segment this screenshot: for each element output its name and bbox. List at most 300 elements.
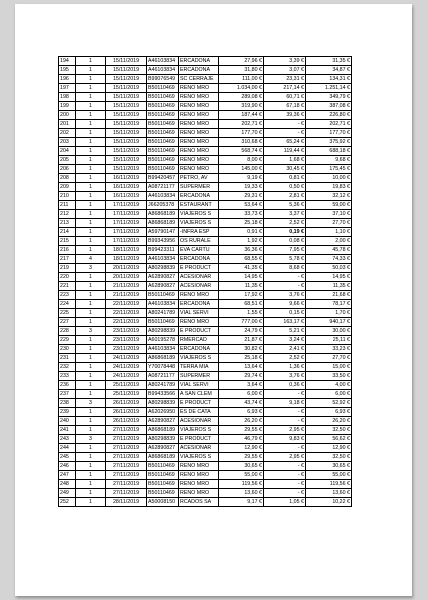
cell-date: 27/11/2019 bbox=[106, 453, 147, 462]
cell-qty: 1 bbox=[76, 129, 106, 138]
cell-date: 20/11/2019 bbox=[106, 264, 147, 273]
cell-num: 239 bbox=[59, 408, 76, 417]
cell-qty: 1 bbox=[76, 372, 106, 381]
cell-date: 15/11/2019 bbox=[106, 111, 147, 120]
cell-qty: 1 bbox=[76, 138, 106, 147]
cell-total: 4,00 € bbox=[306, 381, 352, 390]
cell-total: 375,92 € bbox=[306, 138, 352, 147]
cell-vat: 9,83 € bbox=[264, 435, 306, 444]
cell-name: RENO MRO bbox=[179, 111, 219, 120]
cell-total: 10,00 € bbox=[306, 174, 352, 183]
cell-date: 24/11/2019 bbox=[106, 363, 147, 372]
cell-nif: B99423311 bbox=[147, 246, 179, 255]
cell-vat: 217,14 € bbox=[264, 84, 306, 93]
table-row bbox=[59, 489, 352, 498]
cell-total: 13,60 € bbox=[306, 489, 352, 498]
cell-num: 206 bbox=[59, 165, 76, 174]
cell-total: 55,00 € bbox=[306, 471, 352, 480]
cell-base: 19,33 € bbox=[219, 183, 264, 192]
cell-base: 145,00 € bbox=[219, 165, 264, 174]
cell-vat: 8,68 € bbox=[264, 264, 306, 273]
cell-nif: A86868189 bbox=[147, 354, 179, 363]
cell-num: 195 bbox=[59, 66, 76, 75]
cell-date: 15/11/2019 bbox=[106, 147, 147, 156]
cell-date: 24/11/2019 bbox=[106, 354, 147, 363]
cell-base: 33,73 € bbox=[219, 210, 264, 219]
cell-qty: 1 bbox=[76, 282, 106, 291]
cell-name: RENO MRO bbox=[179, 471, 219, 480]
cell-date: 24/11/2019 bbox=[106, 372, 147, 381]
cell-qty: 1 bbox=[76, 444, 106, 453]
cell-base: 26,20 € bbox=[219, 417, 264, 426]
cell-base: 777,00 € bbox=[219, 318, 264, 327]
cell-qty: 3 bbox=[76, 399, 106, 408]
cell-date: 17/11/2019 bbox=[106, 228, 147, 237]
cell-vat: 5,21 € bbox=[264, 327, 306, 336]
cell-qty: 1 bbox=[76, 498, 106, 507]
cell-name: RENO MRO bbox=[179, 480, 219, 489]
cell-date: 27/11/2019 bbox=[106, 480, 147, 489]
cell-total: 15,00 € bbox=[306, 363, 352, 372]
cell-num: 199 bbox=[59, 102, 76, 111]
cell-num: 223 bbox=[59, 291, 76, 300]
cell-name: VIAL SERVI bbox=[179, 381, 219, 390]
cell-base: 17,92 € bbox=[219, 291, 264, 300]
table-row bbox=[59, 219, 352, 228]
cell-name: RMERCAD bbox=[179, 336, 219, 345]
cell-total: 1.251,14 € bbox=[306, 84, 352, 93]
cell-num: 249 bbox=[59, 489, 76, 498]
table-row bbox=[59, 147, 352, 156]
cell-date: 15/11/2019 bbox=[106, 66, 147, 75]
cell-vat: 3,39 € bbox=[264, 57, 306, 66]
cell-num: 208 bbox=[59, 174, 76, 183]
cell-base: 8,00 € bbox=[219, 156, 264, 165]
cell-name: RCADOS SA bbox=[179, 498, 219, 507]
cell-total: 59,00 € bbox=[306, 201, 352, 210]
cell-num: 228 bbox=[59, 327, 76, 336]
table-row bbox=[59, 435, 352, 444]
table-row bbox=[59, 327, 352, 336]
cell-date: 27/11/2019 bbox=[106, 426, 147, 435]
table-row bbox=[59, 66, 352, 75]
cell-total: 32,50 € bbox=[306, 426, 352, 435]
cell-date: 25/11/2019 bbox=[106, 381, 147, 390]
table-row bbox=[59, 345, 352, 354]
cell-date: 15/11/2019 bbox=[106, 102, 147, 111]
table-row bbox=[59, 300, 352, 309]
cell-date: 18/11/2019 bbox=[106, 255, 147, 264]
cell-total: 940,17 € bbox=[306, 318, 352, 327]
table-row bbox=[59, 462, 352, 471]
table-row bbox=[59, 291, 352, 300]
table-row bbox=[59, 165, 352, 174]
table-row bbox=[59, 336, 352, 345]
cell-qty: 3 bbox=[76, 435, 106, 444]
cell-vat: 0,08 € bbox=[264, 237, 306, 246]
cell-vat: 0,50 € bbox=[264, 183, 306, 192]
cell-name: E PRODUCT bbox=[179, 264, 219, 273]
cell-nif: A80298839 bbox=[147, 399, 179, 408]
cell-date: 21/11/2019 bbox=[106, 282, 147, 291]
cell-num: 240 bbox=[59, 417, 76, 426]
cell-qty: 1 bbox=[76, 237, 106, 246]
cell-vat: 39,36 € bbox=[264, 111, 306, 120]
cell-name: ERCADONA bbox=[179, 255, 219, 264]
cell-num: 215 bbox=[59, 237, 76, 246]
cell-base: 29,74 € bbox=[219, 372, 264, 381]
cell-base: 43,74 € bbox=[219, 399, 264, 408]
cell-total: 14,95 € bbox=[306, 273, 352, 282]
cell-nif: A62890827 bbox=[147, 417, 179, 426]
table-row bbox=[59, 120, 352, 129]
cell-base: 6,93 € bbox=[219, 408, 264, 417]
cell-qty: 1 bbox=[76, 111, 106, 120]
cell-num: 216 bbox=[59, 246, 76, 255]
cell-nif: A62890827 bbox=[147, 444, 179, 453]
table-row bbox=[59, 75, 352, 84]
table-row bbox=[59, 498, 352, 507]
cell-total: 19,83 € bbox=[306, 183, 352, 192]
cell-num: 221 bbox=[59, 282, 76, 291]
cell-vat: 3,37 € bbox=[264, 210, 306, 219]
table-row bbox=[59, 480, 352, 489]
cell-total: 175,45 € bbox=[306, 165, 352, 174]
cell-date: 15/11/2019 bbox=[106, 165, 147, 174]
cell-base: 55,00 € bbox=[219, 471, 264, 480]
cell-base: 202,71 € bbox=[219, 120, 264, 129]
cell-date: 15/11/2019 bbox=[106, 138, 147, 147]
cell-num: 205 bbox=[59, 156, 76, 165]
cell-total: 32,50 € bbox=[306, 453, 352, 462]
document-page bbox=[15, 4, 412, 596]
cell-qty: 1 bbox=[76, 489, 106, 498]
table-row bbox=[59, 453, 352, 462]
cell-nif: A46103834 bbox=[147, 300, 179, 309]
cell-num: 197 bbox=[59, 84, 76, 93]
cell-date: 23/11/2019 bbox=[106, 336, 147, 345]
cell-num: 203 bbox=[59, 138, 76, 147]
table-row bbox=[59, 138, 352, 147]
cell-total: 30,00 € bbox=[306, 327, 352, 336]
cell-date: 15/11/2019 bbox=[106, 75, 147, 84]
cell-nif: B50110469 bbox=[147, 111, 179, 120]
table-row bbox=[59, 471, 352, 480]
cell-num: 201 bbox=[59, 120, 76, 129]
cell-total: 134,31 € bbox=[306, 75, 352, 84]
table-row bbox=[59, 318, 352, 327]
cell-num: 238 bbox=[59, 399, 76, 408]
cell-date: 22/11/2019 bbox=[106, 300, 147, 309]
cell-qty: 1 bbox=[76, 66, 106, 75]
cell-nif: J66205378 bbox=[147, 201, 179, 210]
cell-vat: 0,36 € bbox=[264, 381, 306, 390]
cell-vat: 5,78 € bbox=[264, 255, 306, 264]
cell-vat: - € bbox=[264, 489, 306, 498]
cell-vat: 0,19 € bbox=[264, 228, 306, 237]
cell-qty: 1 bbox=[76, 471, 106, 480]
cell-nif: A86868189 bbox=[147, 219, 179, 228]
cell-name: RENO MRO bbox=[179, 93, 219, 102]
table-row bbox=[59, 237, 352, 246]
cell-vat: - € bbox=[264, 462, 306, 471]
cell-date: 27/11/2019 bbox=[106, 435, 147, 444]
cell-base: 1.034,00 € bbox=[219, 84, 264, 93]
cell-date: 27/11/2019 bbox=[106, 489, 147, 498]
cell-nif: A08721177 bbox=[147, 372, 179, 381]
cell-total: 202,71 € bbox=[306, 120, 352, 129]
cell-vat: - € bbox=[264, 273, 306, 282]
cell-date: 17/11/2019 bbox=[106, 201, 147, 210]
cell-base: 24,79 € bbox=[219, 327, 264, 336]
table-row bbox=[59, 174, 352, 183]
cell-vat: - € bbox=[264, 417, 306, 426]
cell-total: 349,79 € bbox=[306, 93, 352, 102]
cell-total: 1,70 € bbox=[306, 309, 352, 318]
cell-qty: 4 bbox=[76, 255, 106, 264]
cell-nif: A86868189 bbox=[147, 210, 179, 219]
cell-vat: 2,52 € bbox=[264, 354, 306, 363]
cell-date: 27/11/2019 bbox=[106, 462, 147, 471]
cell-nif: B50110469 bbox=[147, 480, 179, 489]
cell-total: 21,68 € bbox=[306, 291, 352, 300]
cell-name: RENO MRO bbox=[179, 462, 219, 471]
cell-base: 46,79 € bbox=[219, 435, 264, 444]
cell-qty: 1 bbox=[76, 480, 106, 489]
cell-name: ERCADONA bbox=[179, 66, 219, 75]
cell-nif: B99076549 bbox=[147, 75, 179, 84]
cell-qty: 1 bbox=[76, 300, 106, 309]
cell-vat: 0,81 € bbox=[264, 174, 306, 183]
cell-base: 3,64 € bbox=[219, 381, 264, 390]
cell-name: RENO MRO bbox=[179, 147, 219, 156]
cell-vat: 3,24 € bbox=[264, 336, 306, 345]
cell-nif: B99343956 bbox=[147, 237, 179, 246]
cell-base: 289,08 € bbox=[219, 93, 264, 102]
cell-qty: 1 bbox=[76, 246, 106, 255]
cell-total: 6,00 € bbox=[306, 390, 352, 399]
cell-num: 231 bbox=[59, 354, 76, 363]
cell-total: 27,70 € bbox=[306, 219, 352, 228]
cell-qty: 1 bbox=[76, 462, 106, 471]
cell-vat: 3,76 € bbox=[264, 372, 306, 381]
cell-qty: 1 bbox=[76, 201, 106, 210]
cell-nif: B50110469 bbox=[147, 102, 179, 111]
cell-base: 25,18 € bbox=[219, 219, 264, 228]
cell-vat: 3,07 € bbox=[264, 66, 306, 75]
cell-name: RENO MRO bbox=[179, 84, 219, 93]
cell-nif: B99420457 bbox=[147, 174, 179, 183]
cell-base: 29,55 € bbox=[219, 426, 264, 435]
cell-base: 6,00 € bbox=[219, 390, 264, 399]
cell-qty: 3 bbox=[76, 327, 106, 336]
cell-num: 248 bbox=[59, 480, 76, 489]
cell-qty: 1 bbox=[76, 309, 106, 318]
table-row bbox=[59, 399, 352, 408]
cell-vat: 1,68 € bbox=[264, 156, 306, 165]
cell-vat: - € bbox=[264, 129, 306, 138]
cell-date: 15/11/2019 bbox=[106, 156, 147, 165]
cell-qty: 1 bbox=[76, 426, 106, 435]
cell-qty: 1 bbox=[76, 453, 106, 462]
table-row bbox=[59, 444, 352, 453]
cell-name: VIAL SERVI bbox=[179, 309, 219, 318]
cell-total: 27,70 € bbox=[306, 354, 352, 363]
cell-qty: 1 bbox=[76, 219, 106, 228]
cell-num: 236 bbox=[59, 381, 76, 390]
cell-total: 37,10 € bbox=[306, 210, 352, 219]
cell-nif: A59790147 bbox=[147, 228, 179, 237]
cell-base: 319,90 € bbox=[219, 102, 264, 111]
table-row bbox=[59, 408, 352, 417]
cell-vat: 0,15 € bbox=[264, 309, 306, 318]
cell-name: A SAN CLEM bbox=[179, 390, 219, 399]
cell-num: 237 bbox=[59, 390, 76, 399]
cell-date: 15/11/2019 bbox=[106, 93, 147, 102]
table-row bbox=[59, 273, 352, 282]
cell-base: 14,95 € bbox=[219, 273, 264, 282]
cell-name: RENO MRO bbox=[179, 102, 219, 111]
cell-vat: 23,31 € bbox=[264, 75, 306, 84]
cell-num: 230 bbox=[59, 345, 76, 354]
cell-total: 50,03 € bbox=[306, 264, 352, 273]
cell-name: RENO MRO bbox=[179, 291, 219, 300]
cell-name: RENO MRO bbox=[179, 156, 219, 165]
cell-nif: A46103834 bbox=[147, 345, 179, 354]
cell-num: 209 bbox=[59, 183, 76, 192]
cell-nif: A46103834 bbox=[147, 255, 179, 264]
cell-vat: 163,17 € bbox=[264, 318, 306, 327]
cell-nif: B99433566 bbox=[147, 390, 179, 399]
table-row bbox=[59, 201, 352, 210]
cell-qty: 1 bbox=[76, 75, 106, 84]
cell-num: 245 bbox=[59, 453, 76, 462]
cell-num: 252 bbox=[59, 498, 76, 507]
cell-nif: A46103834 bbox=[147, 57, 179, 66]
table-row bbox=[59, 363, 352, 372]
cell-num: 198 bbox=[59, 93, 76, 102]
cell-num: 214 bbox=[59, 228, 76, 237]
cell-base: 36,36 € bbox=[219, 246, 264, 255]
cell-qty: 1 bbox=[76, 147, 106, 156]
cell-nif: A62890827 bbox=[147, 273, 179, 282]
cell-total: 1,10 € bbox=[306, 228, 352, 237]
cell-name: ACESIONAR bbox=[179, 417, 219, 426]
table-row bbox=[59, 246, 352, 255]
cell-total: 177,70 € bbox=[306, 129, 352, 138]
cell-num: 229 bbox=[59, 336, 76, 345]
cell-date: 22/11/2019 bbox=[106, 309, 147, 318]
cell-num: 220 bbox=[59, 273, 76, 282]
cell-qty: 1 bbox=[76, 345, 106, 354]
cell-qty: 1 bbox=[76, 102, 106, 111]
cell-num: 211 bbox=[59, 201, 76, 210]
cell-qty: 1 bbox=[76, 354, 106, 363]
cell-num: 243 bbox=[59, 435, 76, 444]
cell-num: 212 bbox=[59, 210, 76, 219]
cell-date: 18/11/2019 bbox=[106, 246, 147, 255]
cell-qty: 1 bbox=[76, 210, 106, 219]
cell-nif: B50110469 bbox=[147, 156, 179, 165]
cell-base: 27,96 € bbox=[219, 57, 264, 66]
cell-vat: - € bbox=[264, 471, 306, 480]
table-row bbox=[59, 255, 352, 264]
cell-num: 246 bbox=[59, 462, 76, 471]
cell-vat: 60,71 € bbox=[264, 93, 306, 102]
cell-name: VIAJEROS S bbox=[179, 453, 219, 462]
cell-date: 15/11/2019 bbox=[106, 129, 147, 138]
cell-vat: 3,76 € bbox=[264, 291, 306, 300]
cell-base: 1,55 € bbox=[219, 309, 264, 318]
cell-base: 1,92 € bbox=[219, 237, 264, 246]
cell-vat: 5,36 € bbox=[264, 201, 306, 210]
cell-num: 233 bbox=[59, 372, 76, 381]
cell-qty: 3 bbox=[76, 264, 106, 273]
cell-date: 17/11/2019 bbox=[106, 237, 147, 246]
cell-qty: 1 bbox=[76, 156, 106, 165]
cell-total: 387,08 € bbox=[306, 102, 352, 111]
cell-total: 34,87 € bbox=[306, 66, 352, 75]
cell-qty: 1 bbox=[76, 57, 106, 66]
cell-qty: 1 bbox=[76, 318, 106, 327]
cell-num: 247 bbox=[59, 471, 76, 480]
cell-name: ERCADONA bbox=[179, 300, 219, 309]
cell-name: E PRODUCT bbox=[179, 327, 219, 336]
table-row bbox=[59, 426, 352, 435]
cell-base: 41,35 € bbox=[219, 264, 264, 273]
cell-name: ERCADONA bbox=[179, 345, 219, 354]
cell-base: 12,90 € bbox=[219, 444, 264, 453]
cell-name: -INFRA ESP bbox=[179, 228, 219, 237]
cell-qty: 1 bbox=[76, 408, 106, 417]
cell-date: 22/11/2019 bbox=[106, 318, 147, 327]
cell-total: 119,56 € bbox=[306, 480, 352, 489]
cell-base: 9,19 € bbox=[219, 174, 264, 183]
cell-total: 10,22 € bbox=[306, 498, 352, 507]
cell-vat: 7,95 € bbox=[264, 246, 306, 255]
cell-num: 224 bbox=[59, 300, 76, 309]
cell-date: 28/11/2019 bbox=[106, 498, 147, 507]
cell-date: 26/11/2019 bbox=[106, 417, 147, 426]
cell-name: ERCADONA bbox=[179, 192, 219, 201]
cell-vat: - € bbox=[264, 282, 306, 291]
cell-num: 217 bbox=[59, 255, 76, 264]
table-row bbox=[59, 417, 352, 426]
cell-date: 21/11/2019 bbox=[106, 291, 147, 300]
cell-name: ERCADONA bbox=[179, 57, 219, 66]
cell-base: 68,55 € bbox=[219, 255, 264, 264]
cell-vat: - € bbox=[264, 120, 306, 129]
table-row bbox=[59, 309, 352, 318]
cell-nif: B50110469 bbox=[147, 120, 179, 129]
table-row bbox=[59, 381, 352, 390]
cell-qty: 1 bbox=[76, 192, 106, 201]
cell-total: 11,35 € bbox=[306, 282, 352, 291]
cell-qty: 1 bbox=[76, 120, 106, 129]
cell-name: RENO MRO bbox=[179, 318, 219, 327]
cell-base: 9,17 € bbox=[219, 498, 264, 507]
cell-name: E PRODUCT bbox=[179, 399, 219, 408]
cell-date: 16/11/2019 bbox=[106, 174, 147, 183]
cell-qty: 1 bbox=[76, 417, 106, 426]
cell-total: 74,33 € bbox=[306, 255, 352, 264]
table-row bbox=[59, 111, 352, 120]
cell-num: 213 bbox=[59, 219, 76, 228]
cell-num: 232 bbox=[59, 363, 76, 372]
cell-total: 9,68 € bbox=[306, 156, 352, 165]
cell-name: ESTAURANT bbox=[179, 201, 219, 210]
cell-nif: B50110469 bbox=[147, 462, 179, 471]
